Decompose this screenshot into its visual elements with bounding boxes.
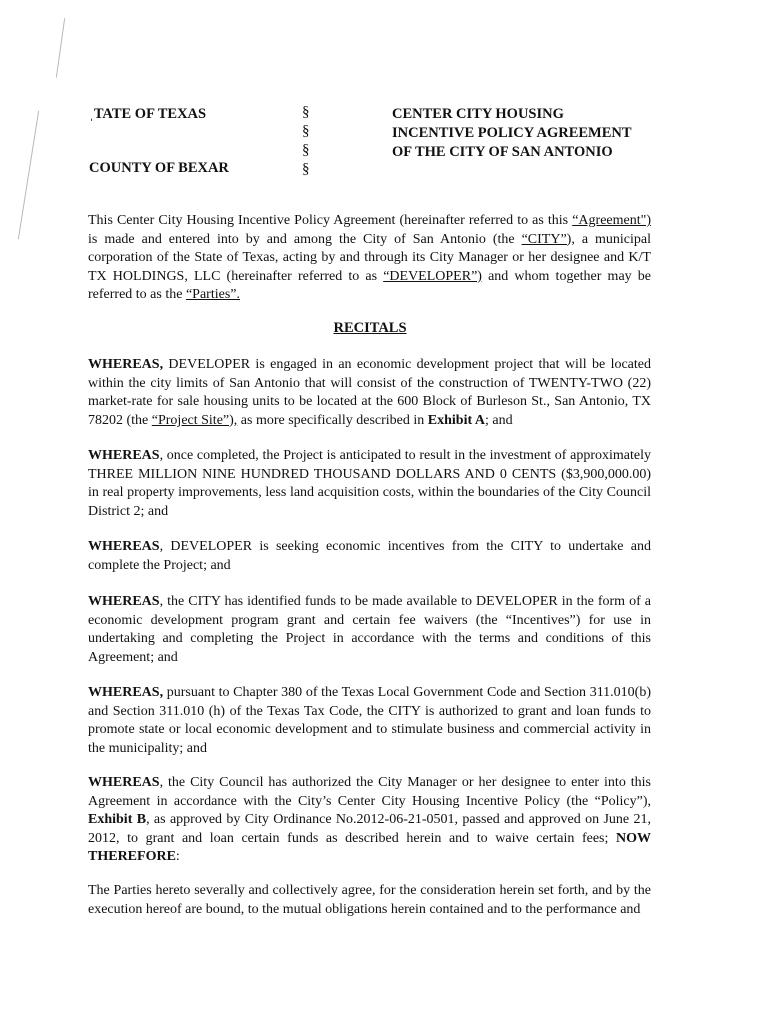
title-line: CENTER CITY HOUSING [392,106,564,122]
whereas-paragraph: WHEREAS, the City Council has authorized the City Manager or her designee to enter into this Agreement in accordance with the City’s Center City Housing Incentive Policy (the “Policy”), Exhibit B, as approved by City Ordinance No.2012-06-21-0501, passed and approved on June 21, 2012, to grant and loan certain funds as described herein and to waive certain fees; NOW THEREFORE: [88,775,651,865]
city-term: “CITY”), [521,231,575,247]
whereas-paragraph: WHEREAS, the CITY has identified funds to be made available to DEVELOPER in the form of a economic development program grant and certain fee waivers (the “Incentives”) for use in undertaking and completing the Project in accordance with the terms and conditions of this Agreement; and [88,594,651,665]
intro-paragraph: This Center City Housing Incentive Policy Agreement (hereinafter referred to as this “Agreement") is made and entered into by and among the City of San Antonio (the “CITY”), a municipal corporation of the State of Texas, acting by and through its City Manager or her designee and K/T TX HOLDINGS, LLC (hereinafter referred to as “DEVELOPER”) and whom together may be referred to as the “Parties”. [88,213,651,303]
whereas-paragraph: WHEREAS, once completed, the Project is anticipated to result in the investment of approximately THREE MILLION NINE HUNDRED THOUSAND DOLLARS AND 0 CENTS ($3,900,000.00) in real property improvements, less land acquisition costs, within the boundaries of the City Council District 2; and [88,448,651,519]
whereas-paragraph: WHEREAS, DEVELOPER is engaged in an economic development project that will be located within the city limits of San Antonio that will consist of the construction of TWENTY-TWO (22) market-rate for sale housing units to be located at the 600 Block of Burleson St., San Antonio, TX 78202 (the “Project Site”), as more specifically described in Exhibit A; and [88,357,651,428]
title-line: INCENTIVE POLICY AGREEMENT [392,125,632,141]
agreement-title [392,105,632,162]
agreement-term: “Agreement") [572,213,651,228]
scan-artifact-line [18,111,39,240]
title-line: OF THE CITY OF SAN ANTONIO [392,144,613,160]
section-symbol: § [302,161,310,177]
scan-artifact-line [56,18,65,78]
exhibit-a-ref: Exhibit A [427,412,485,428]
exhibit-b-ref: Exhibit B [88,812,147,828]
developer-term: “DEVELOPER”) [383,268,482,284]
section-symbol: § [302,123,310,139]
section-symbol: § [302,142,310,158]
closing-paragraph: The Parties hereto severally and collectively agree, for the consideration herein set forth, and by the execution hereof are bound, to the mutual obligations herein contained and to the performance and [88,883,651,917]
whereas-paragraph: WHEREAS, pursuant to Chapter 380 of the Texas Local Government Code and Section 311.010(b) and Section 311.010 (h) of the Texas Tax Code, the CITY is authorized to grant and loan funds to promote state or local economic development and to stimulate business and commercial activity in the municipality; and [88,685,651,756]
section-symbol: § [302,104,310,120]
parties-term: “Parties”. [185,287,240,303]
now-therefore: NOW THEREFORE [88,830,651,865]
state-heading: ˌTATE OF TEXAS [89,106,207,122]
county-heading: COUNTY OF BEXAR [89,160,229,176]
recitals-heading: RECITALS [333,320,407,336]
whereas-paragraph: WHEREAS, DEVELOPER is seeking economic incentives from the CITY to undertake and complete the Project; and [88,539,651,573]
project-site-term: “Project Site”), [151,412,238,428]
